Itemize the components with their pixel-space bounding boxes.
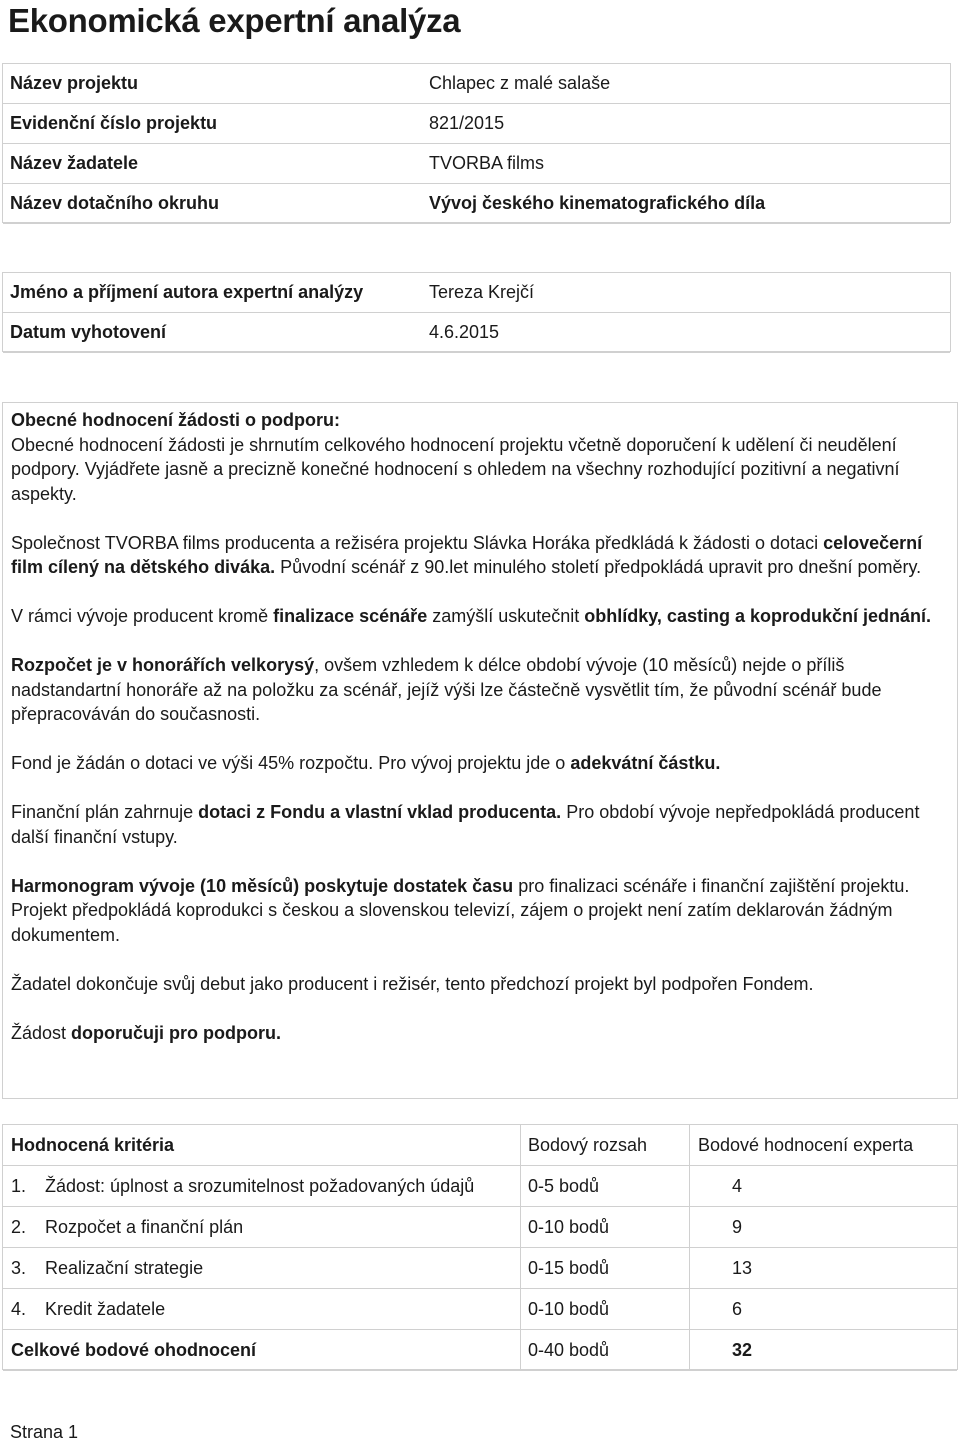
- date-value: 4.6.2015: [429, 322, 500, 342]
- page-number: Strana 1: [10, 1422, 79, 1442]
- assessment-paragraph: [11, 604, 949, 629]
- criteria-header: Hodnocená kritéria: [11, 1135, 175, 1155]
- criteria-number: 4.: [11, 1299, 27, 1319]
- date-label: Datum vyhotovení: [10, 322, 167, 342]
- range-header: Bodový rozsah: [528, 1135, 648, 1155]
- total-score: 32: [732, 1340, 753, 1360]
- criteria-score: 9: [732, 1217, 743, 1237]
- applicant-name-label: Název žadatele: [10, 153, 139, 173]
- emphasis-text: finalizace scénáře: [273, 606, 428, 626]
- criteria-range: 0-10 bodů: [528, 1299, 610, 1319]
- criteria-number: 1.: [11, 1176, 27, 1196]
- author-name-label: Jméno a příjmení autora expertní analýzy: [10, 282, 364, 302]
- criteria-table: [2, 1124, 958, 1370]
- total-range: 0-40 bodů: [528, 1340, 610, 1360]
- total-label: Celkové bodové ohodnocení: [11, 1340, 257, 1360]
- paragraph-text: Původní scénář z 90.let minulého století předpokládá upravit pro dnešní poměry.: [275, 557, 922, 577]
- project-name-value: Chlapec z malé salaše: [429, 73, 611, 93]
- paragraph-text: V rámci vývoje producent kromě: [11, 606, 274, 626]
- assessment-heading: Obecné hodnocení žádosti o podporu:: [11, 410, 340, 430]
- column-divider: [689, 1125, 690, 1369]
- criteria-score: 4: [732, 1176, 743, 1196]
- grant-area-value: Vývoj českého kinematografického díla: [429, 193, 766, 213]
- project-name-label: Název projektu: [10, 73, 139, 93]
- paragraph-text: Fond je žádán o dotaci ve výši 45% rozpočtu. Pro vývoj projektu jde o: [11, 753, 571, 773]
- criteria-row: [3, 1289, 957, 1330]
- assessment-paragraph: [11, 531, 949, 580]
- paragraph-text: Pro období vývoje nepředpokládá producent další finanční vstupy.: [11, 802, 920, 847]
- assessment-body: [11, 531, 949, 1046]
- paragraph-text: Společnost TVORBA films producenta a režiséra projektu Slávka Horáka předkládá k žádosti o dotaci: [11, 532, 824, 553]
- paragraph-text: zamýšlí uskutečnit: [427, 606, 585, 626]
- project-info-table: [2, 63, 951, 223]
- column-divider: [520, 1125, 521, 1369]
- criteria-number: 2.: [11, 1217, 27, 1237]
- grant-area-label: Název dotačního okruhu: [10, 193, 220, 213]
- project-row: [3, 104, 950, 144]
- emphasis-text: Rozpočet je v honorářích velkorysý: [11, 655, 315, 675]
- applicant-name-value: TVORBA films: [429, 153, 545, 173]
- criteria-score: 6: [732, 1299, 743, 1319]
- emphasis-text: dotaci z Fondu a vlastní vklad producenta.: [198, 802, 562, 822]
- assessment-paragraph: [11, 874, 949, 948]
- author-row: [3, 273, 950, 313]
- assessment-paragraph: [11, 800, 949, 849]
- assessment-paragraph: [11, 653, 949, 727]
- emphasis-text: celovečerní film cílený na dětského diváka.: [11, 532, 923, 577]
- author-name-value: Tereza Krejčí: [429, 282, 535, 302]
- project-row: [3, 64, 950, 104]
- assessment-paragraph: [11, 751, 949, 776]
- criteria-name: Rozpočet a finanční plán: [45, 1217, 244, 1237]
- paragraph-text: , ovšem vzhledem k délce období vývoje (10 měsíců) nejde o příliš nadstandartní honoráře až na položku za scénář, jejíž výši lze částečně vysvětlit tím, že původní scénář bude přepracováván do současnosti.: [11, 655, 882, 724]
- project-row: [3, 184, 950, 224]
- emphasis-text: obhlídky, casting a koprodukční jednání.: [584, 606, 931, 626]
- page-title: Ekonomická expertní analýza: [8, 2, 461, 39]
- criteria-row: [3, 1166, 957, 1207]
- emphasis-text: Harmonogram vývoje (10 měsíců) poskytuje dostatek času: [11, 875, 514, 896]
- criteria-score: 13: [732, 1258, 753, 1278]
- score-header: Bodové hodnocení experta: [698, 1135, 914, 1155]
- criteria-range: 0-10 bodů: [528, 1217, 610, 1237]
- project-number-label: Evidenční číslo projektu: [10, 113, 218, 133]
- paragraph-text: Žadatel dokončuje svůj debut jako producent i režisér, tento předchozí projekt byl podpořen Fondem.: [11, 973, 814, 994]
- paragraph-text: Žádost: [11, 1022, 72, 1043]
- emphasis-text: doporučuji pro podporu.: [71, 1022, 281, 1043]
- project-number-value: 821/2015: [429, 113, 505, 133]
- criteria-range: 0-5 bodů: [528, 1176, 600, 1196]
- criteria-header-row: [3, 1125, 957, 1166]
- criteria-number: 3.: [11, 1258, 27, 1278]
- general-assessment: [2, 402, 958, 1099]
- criteria-name: Realizační strategie: [45, 1258, 204, 1278]
- criteria-range: 0-15 bodů: [528, 1258, 610, 1278]
- emphasis-text: adekvátní částku.: [570, 753, 721, 773]
- project-row: [3, 144, 950, 184]
- criteria-total-row: [3, 1330, 957, 1371]
- criteria-name: Kredit žadatele: [45, 1299, 166, 1319]
- author-info-table: [2, 272, 951, 352]
- criteria-row: [3, 1207, 957, 1248]
- criteria-name: Žádost: úplnost a srozumitelnost požadovaných údajů: [45, 1176, 475, 1196]
- assessment-paragraph: [11, 972, 949, 997]
- paragraph-text: pro finalizaci scénáře i finanční zajištění projektu. Projekt předpokládá koprodukci s českou a slovenskou televizí, zájem o projekt není zatím deklarován žádným dokumentem.: [11, 875, 910, 945]
- paragraph-text: Finanční plán zahrnuje: [11, 802, 199, 822]
- assessment-paragraph: [11, 1021, 949, 1046]
- assessment-intro: Obecné hodnocení žádosti je shrnutím celkového hodnocení projektu včetně doporučení k udělení či neudělení podpory. Vyjádřete jasně a precizně konečné hodnocení s ohledem na všechny rozhodující pozitivní a negativní aspekty.: [11, 434, 900, 504]
- author-row: [3, 313, 950, 353]
- criteria-row: [3, 1248, 957, 1289]
